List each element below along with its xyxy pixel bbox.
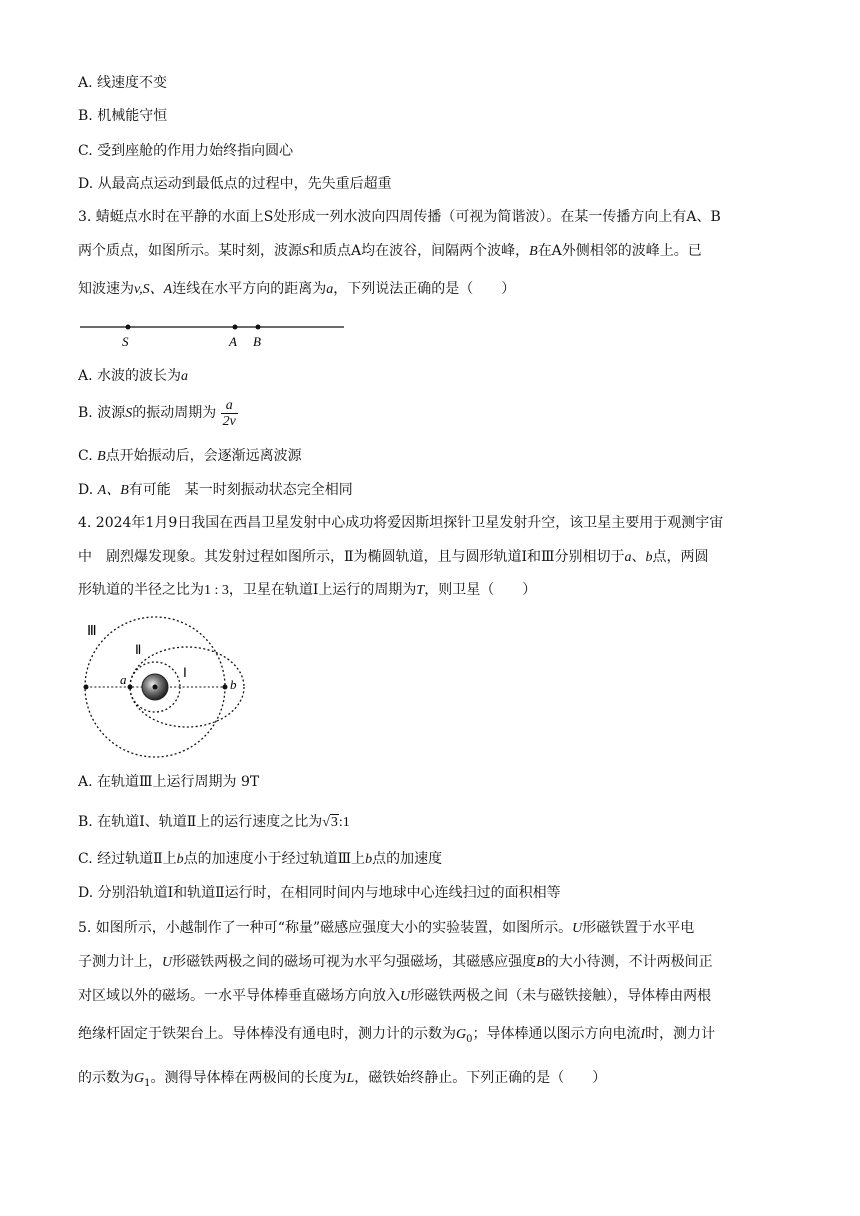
- q5-stem-line1: 5. 如图所示，小越制作了一种可“称量”磁感应强度大小的实验装置，如图所示。U形磁铁置于水平电: [78, 920, 695, 936]
- q3-stem-line2: 两个质点，如图所示。某时刻，波源S和质点A均在波谷，间隔两个波峰，B在A外侧相邻的波峰上。已: [78, 243, 702, 259]
- q3-option-a: A. 水波的波长为a: [78, 368, 189, 384]
- q3-stem-line1: 3. 蜻蜓点水时在平静的水面上S处形成一列水波向四周传播（可视为简谐波）。在某一传播方向上有A、B: [78, 209, 721, 225]
- q4-orbit-figure: [78, 616, 250, 762]
- q3-stem-line3: 知波速为v,S、A连线在水平方向的距离为a，下列说法正确的是（ ）: [78, 281, 516, 297]
- point-a: [128, 685, 133, 690]
- q5-stem-line5: 的示数为$G_1$。测得导体棒在两极间的长度为L，磁铁始终静止。下列正确的是（ ）: [78, 1070, 607, 1089]
- label-b: B: [253, 334, 261, 349]
- q4-option-c: C. 经过轨道Ⅱ上b点的加速度小于经过轨道Ⅲ上b点的加速度: [78, 851, 443, 867]
- point-s: [126, 325, 131, 330]
- q4-option-b: B. 在轨道Ⅰ、轨道Ⅱ上的运行速度之比为√3:1: [78, 814, 350, 830]
- q2-option-c: C. 受到座舱的作用力始终指向圆心: [78, 143, 294, 159]
- q4-stem-line2: 中 剧烈爆发现象。其发射过程如图所示，Ⅱ为椭圆轨道，且与圆形轨道Ⅰ和Ⅲ分别相切于a、b点，两圆: [78, 549, 709, 565]
- q4-option-d: D. 分别沿轨道Ⅰ和轨道Ⅱ运行时，在相同时间内与地球中心连线扫过的面积相等: [78, 885, 561, 901]
- label-a: a: [120, 672, 127, 687]
- label-b: b: [230, 677, 237, 692]
- q2-option-d: D. 从最高点运动到最低点的过程中，先失重后超重: [78, 176, 392, 192]
- sqrt-three: √3: [322, 815, 338, 830]
- q4-option-a: A. 在轨道Ⅲ上运行周期为 9T: [78, 774, 260, 790]
- point-b: [256, 325, 261, 330]
- label-s: S: [122, 334, 129, 349]
- q2-option-a: A. 线速度不变: [78, 75, 168, 91]
- period-fraction: $\frac{a}{2v}$: [222, 397, 236, 429]
- q2-option-b: B. 机械能守恒: [78, 108, 168, 124]
- q5-stem-line2: 子测力计上，U形磁铁两极之间的磁场可视为水平匀强磁场，其磁感应强度B的大小待测，不计两极间正: [78, 954, 713, 970]
- q3-wave-figure: [78, 316, 348, 352]
- q3-option-b: B. 波源S的振动周期为 $\frac{a}{2v}$: [78, 397, 236, 429]
- q5-stem-line4: 绝缘杆固定于铁架台上。导体棒没有通电时，测力计的示数为$G_0$；导体棒通以图示方向电流I时，测力计: [78, 1026, 716, 1045]
- label-a: A: [229, 334, 237, 349]
- q3-option-d: D. A、B有可能 某一时刻振动状态完全相同: [78, 482, 353, 498]
- label-orbit-i: Ⅰ: [183, 665, 187, 680]
- q3-option-c: C. B点开始振动后，会逐渐远离波源: [78, 448, 302, 464]
- point-left: [84, 685, 89, 690]
- q4-stem-line3: 形轨道的半径之比为1 : 3，卫星在轨道Ⅰ上运行的周期为T，则卫星（ ）: [78, 582, 537, 598]
- point-b: [223, 685, 228, 690]
- q4-stem-line1: 4. 2024年1月9日我国在西昌卫星发射中心成功将爱因斯坦探针卫星发射升空，该卫星主要用于观测宇宙: [78, 515, 724, 531]
- point-a: [233, 325, 238, 330]
- label-orbit-ii: Ⅱ: [135, 642, 142, 657]
- label-orbit-iii: Ⅲ: [87, 624, 97, 639]
- q5-stem-line3: 对区域以外的磁场。一水平导体棒垂直磁场方向放入U形磁铁两极之间（未与磁铁接触），导体棒由两根: [78, 988, 712, 1004]
